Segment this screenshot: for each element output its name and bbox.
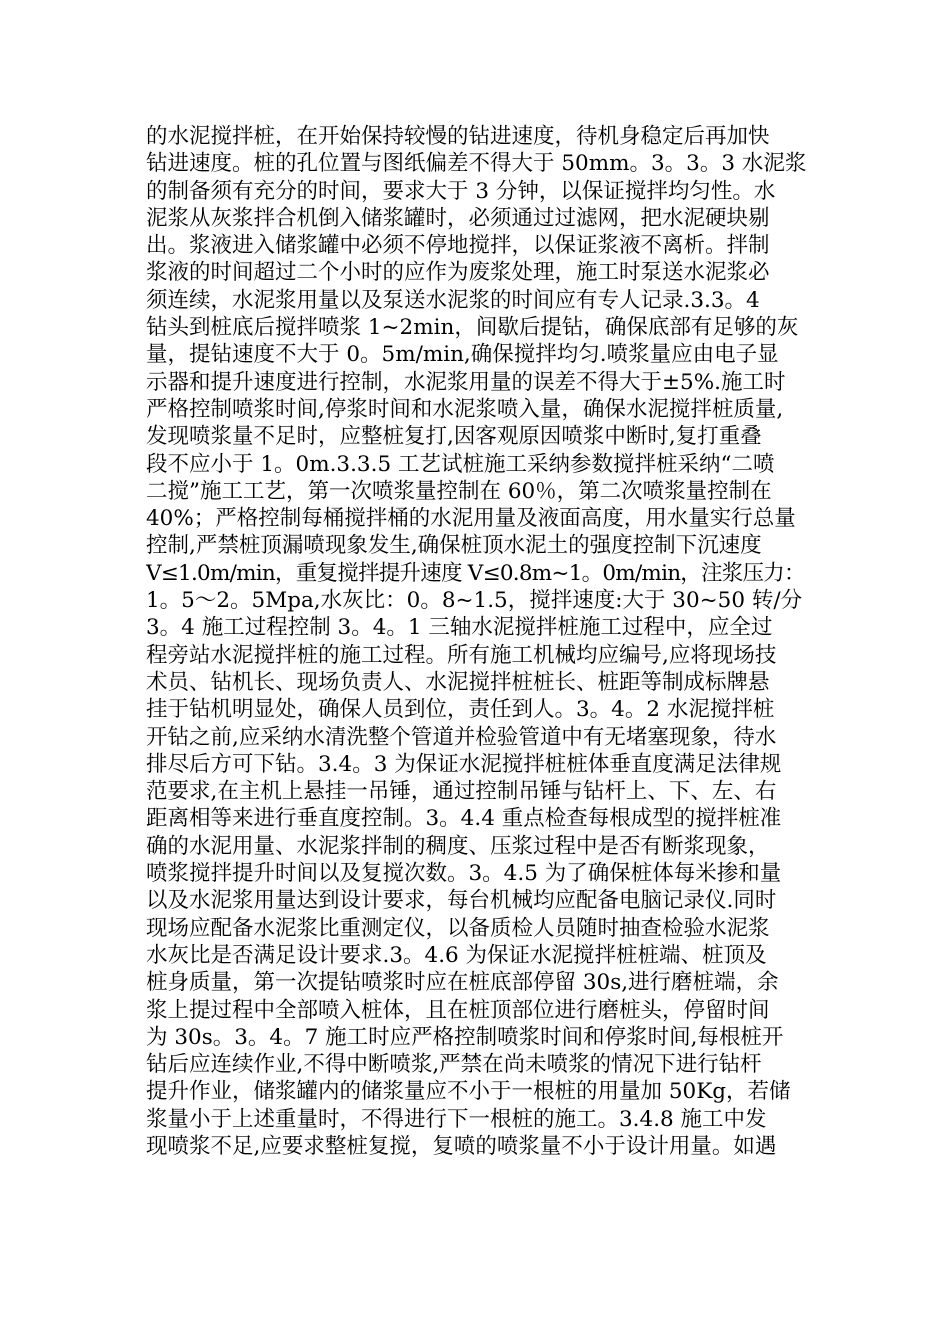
text-line: 现喷浆不足,应要求整桩复搅，复喷的喷浆量不小于设计用量。如遇 — [146, 1133, 777, 1159]
text-line: 发现喷浆量不足时，应整桩复打,因客观原因喷浆中断时,复打重叠 — [146, 424, 762, 450]
text-line: 距离相等来进行垂直度控制。3。4.4 重点检查每根成型的搅拌桩准 — [146, 806, 782, 832]
text-line: 术员、钻机长、现场负责人、水泥搅拌桩桩长、桩距等制成标牌悬 — [146, 669, 770, 695]
text-line: 浆液的时间超过二个小时的应作为废浆处理，施工时泵送水泥浆必 — [146, 260, 770, 286]
text-line: 严格控制喷浆时间,停浆时间和水泥浆喷入量，确保水泥搅拌桩质量, — [146, 396, 784, 422]
text-line: 40%；严格控制每桶搅拌桶的水泥用量及液面高度，用水量实行总量 — [146, 506, 796, 532]
text-line: 为 30s。3。4。7 施工时应严格控制喷浆时间和停浆时间,每根桩开 — [146, 1024, 784, 1050]
text-line: V≤1.0m/min，重复搅拌提升速度 V≤0.8m~1。0m/min，注浆压力： — [146, 560, 805, 586]
text-line: 排尽后方可下钻。3.4。3 为保证水泥搅拌桩桩体垂直度满足法律规 — [146, 751, 782, 777]
text-line: 段不应小于 1。0m.3.3.5 工艺试桩施工采纳参数搅拌桩采纳“二喷 — [146, 451, 775, 477]
text-line: 钻后应连续作业,不得中断喷浆,严禁在尚未喷浆的情况下进行钻杆 — [146, 1052, 762, 1078]
text-line: 1。5～2。5Mpa,水灰比：0。8~1.5，搅拌速度:大于 30~50 转/分 — [146, 588, 803, 614]
text-line: 浆上提过程中全部喷入桩体，且在桩顶部位进行磨桩头，停留时间 — [146, 997, 770, 1023]
text-line: 桩身质量，第一次提钻喷浆时应在桩底部停留 30s,进行磨桩端，余 — [146, 970, 779, 996]
text-line: 的水泥搅拌桩，在开始保持较慢的钻进速度，待机身稳定后再加快 — [146, 124, 770, 149]
text-line: 浆量小于上述重量时，不得进行下一根桩的施工。3.4.8 施工中发 — [146, 1106, 767, 1132]
text-line: 出。浆液进入储浆罐中必须不停地搅拌，以保证浆液不离析。拌制 — [146, 233, 770, 259]
text-line: 现场应配备水泥浆比重测定仪，以备质检人员随时抽查检验水泥浆 — [146, 915, 770, 941]
text-line: 泥浆从灰浆拌合机倒入储浆罐时，必须通过过滤网，把水泥硬块剔 — [146, 205, 770, 231]
text-line: 提升作业，储浆罐内的储浆量应不小于一根桩的用量加 50Kg，若储 — [146, 1079, 791, 1105]
text-line: 钻进速度。桩的孔位置与图纸偏差不得大于 50mm。3。3。3 水泥浆 — [146, 151, 806, 177]
text-line: 确的水泥用量、水泥浆拌制的稠度、压浆过程中是否有断浆现象， — [146, 833, 770, 859]
text-line: 量，提钻速度不大于 0。5m/min,确保搅拌均匀.喷浆量应由电子显 — [146, 342, 779, 368]
text-line: 二搅”施工工艺，第一次喷浆量控制在 60％，第二次喷浆量控制在 — [146, 478, 772, 504]
text-line: 喷浆搅拌提升时间以及复搅次数。3。4.5 为了确保桩体每米掺和量 — [146, 861, 782, 887]
text-line: 范要求,在主机上悬挂一吊锤，通过控制吊锤与钻杆上、下、左、右 — [146, 779, 777, 805]
text-line: 挂于钻机明显处，确保人员到位，责任到人。3。4。2 水泥搅拌桩 — [146, 697, 775, 723]
body-text — [146, 123, 806, 1160]
text-line: 以及水泥浆用量达到设计要求，每台机械均应配备电脑记录仪.同时 — [146, 888, 777, 914]
text-line: 的制备须有充分的时间，要求大于 3 分钟，以保证搅拌均匀性。水 — [146, 178, 776, 204]
text-line: 钻头到桩底后搅拌喷浆 1~2min，间歇后提钻，确保底部有足够的灰 — [146, 315, 799, 341]
text-line: 程旁站水泥搅拌桩的施工过程。所有施工机械均应编号,应将现场技 — [146, 642, 777, 668]
text-line: 须连续，水泥浆用量以及泵送水泥浆的时间应有专人记录.3.3。4 — [146, 287, 760, 313]
text-line: 开钻之前,应采纳水清洗整个管道并检验管道中有无堵塞现象，待水 — [146, 724, 777, 750]
text-line: 3。4 施工过程控制 3。4。1 三轴水泥搅拌桩施工过程中，应全过 — [146, 615, 773, 641]
text-line: 示器和提升速度进行控制，水泥浆用量的误差不得大于±5%.施工时 — [146, 369, 786, 395]
text-line: 控制,严禁桩顶漏喷现象发生,确保桩顶水泥土的强度控制下沉速度 — [146, 533, 762, 559]
text-line: 水灰比是否满足设计要求.3。4.6 为保证水泥搅拌桩桩端、桩顶及 — [146, 942, 767, 968]
